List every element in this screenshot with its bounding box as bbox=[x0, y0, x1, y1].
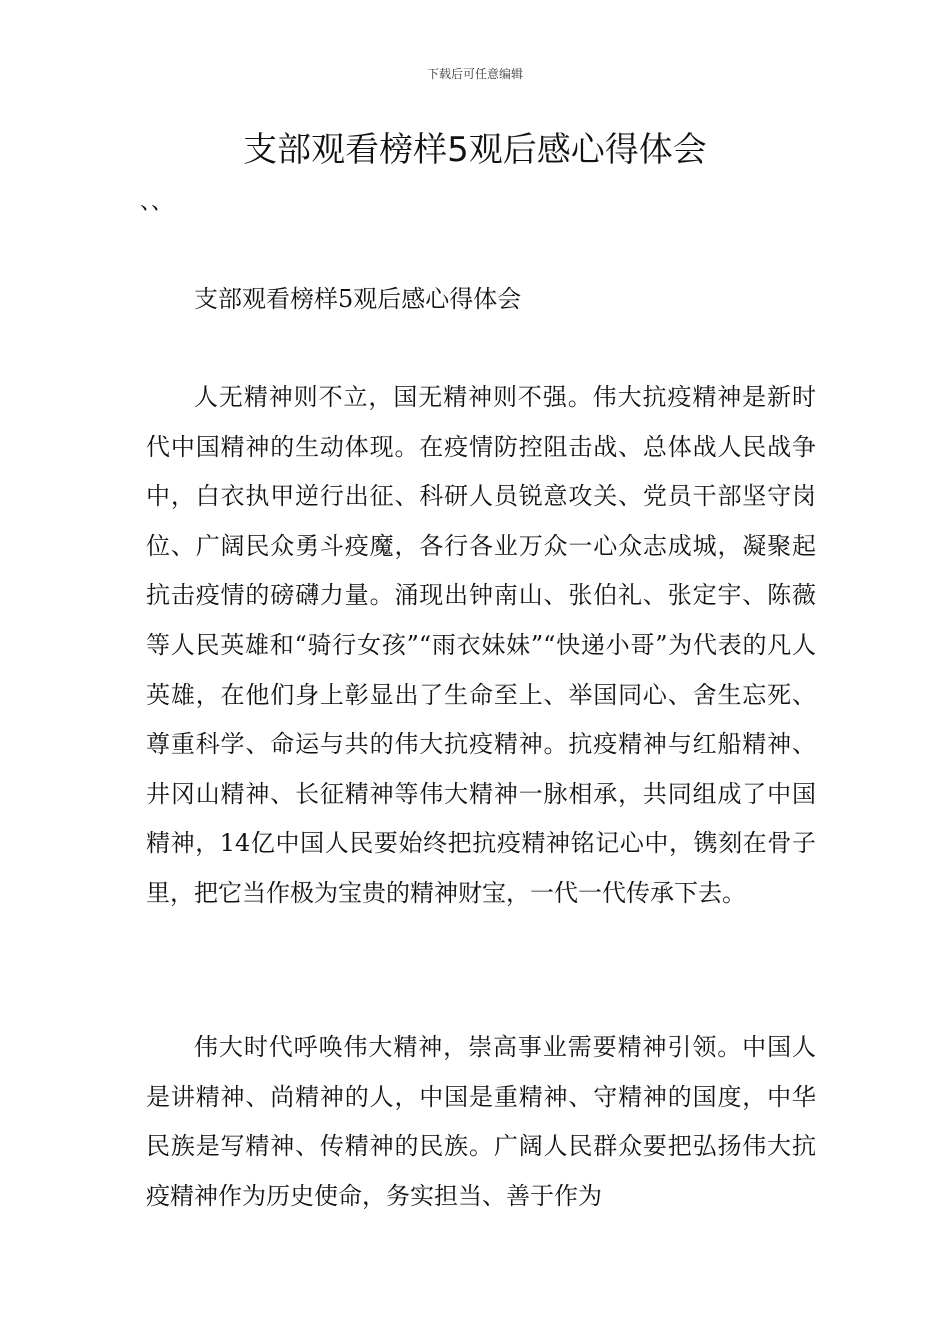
stray-punctuation: 、、 bbox=[140, 190, 174, 215]
document-title: 支部观看榜样5观后感心得体会 bbox=[243, 130, 707, 170]
document-subtitle: 支部观看榜样5观后感心得体会 bbox=[194, 285, 522, 313]
header-note: 下载后可任意编辑 bbox=[426, 67, 523, 81]
body-paragraph-2: 伟大时代呼唤伟大精神，崇高事业需要精神引领。中国人是讲精神、尚精神的人，中国是重精神、守精神的国度，中华民族是写精神、传精神的民族。广阔人民群众要把弘扬伟大抗疫精神作为历史使命，务实担当、善于作为 bbox=[146, 1033, 816, 1210]
body-paragraph-1: 人无精神则不立，国无精神则不强。伟大抗疫精神是新时代中国精神的生动体现。在疫情防控阻击战、总体战人民战争中，白衣执甲逆行出征、科研人员锐意攻关、党员干部坚守岗位、广阔民众勇斗疫魔，各行各业万众一心众志成城，凝聚起抗击疫情的磅礴力量。涌现出钟南山、张伯礼、张定宇、陈薇等人民英雄和“骑行女孩”“雨衣妹妹”“快递小哥”为代表的凡人英雄，在他们身上彰显出了生命至上、举国同心、舍生忘死、尊重科学、命运与共的伟大抗疫精神。抗疫精神与红船精神、井冈山精神、长征精神等伟大精神一脉相承，共同组成了中国精神，14亿中国人民要始终把抗疫精神铭记心中，镌刻在骨子里，把它当作极为宝贵的精神财宝，一代一代传承下去。 bbox=[146, 383, 816, 907]
